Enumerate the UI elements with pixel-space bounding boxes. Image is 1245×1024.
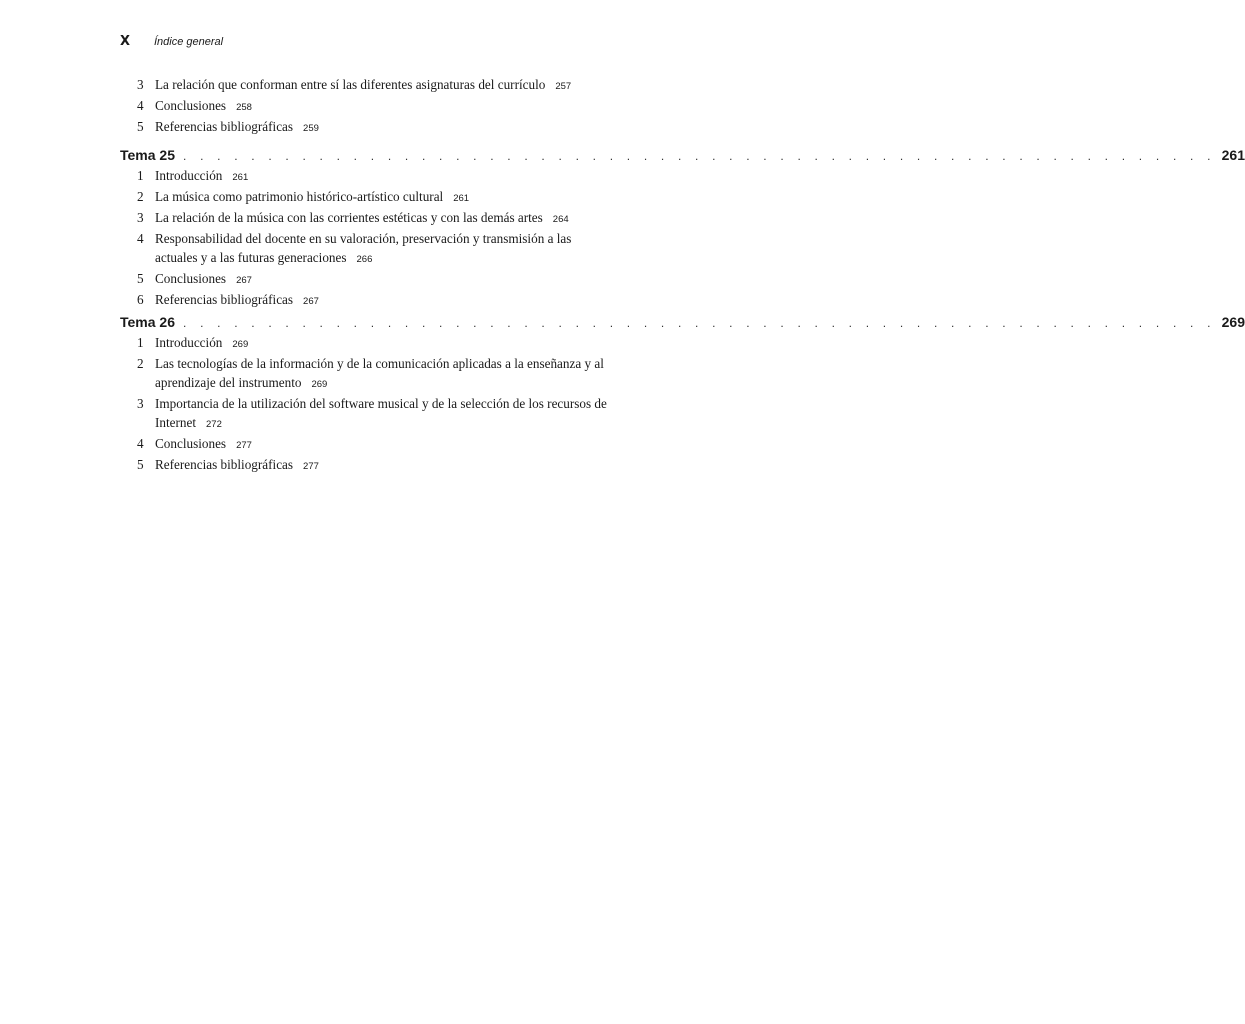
entry-title: Introducción: [155, 168, 223, 183]
toc-entry[interactable]: [120, 354, 615, 394]
entry-title: Referencias bibliográficas: [155, 457, 294, 472]
entry-number: 4: [137, 98, 144, 113]
toc-entry[interactable]: [120, 117, 633, 138]
entry-page: 261: [232, 172, 249, 183]
running-title: Índice general: [154, 36, 224, 48]
dot-leader: . . . . . . . . . . . . . . . . . . . . . . . . . . . . . . . . . . . . . . . . . . . . . . . . . . . . . . . . . . . . .: [183, 149, 1216, 163]
entry-number: 2: [137, 189, 144, 204]
entry-title: Referencias bibliográficas: [155, 292, 294, 307]
topic-page: 269: [1221, 314, 1245, 330]
entry-page: 266: [356, 254, 373, 265]
toc-entry[interactable]: [120, 96, 633, 117]
entry-title: Conclusiones: [155, 271, 227, 286]
entry-title: Conclusiones: [155, 436, 227, 451]
toc-entry[interactable]: [120, 333, 633, 354]
dot-leader: . . . . . . . . . . . . . . . . . . . . . . . . . . . . . . . . . . . . . . . . . . . . . . . . . . . . . . . . . . . . .: [183, 316, 1216, 330]
toc-entry[interactable]: [120, 434, 633, 455]
entry-page: 269: [232, 339, 249, 350]
toc-entry[interactable]: [120, 166, 633, 187]
entry-page: 277: [236, 440, 252, 451]
entry-number: 6: [137, 292, 144, 307]
toc-entry[interactable]: [120, 229, 595, 269]
entry-page: 269: [311, 379, 328, 390]
entry-number: 3: [137, 396, 144, 411]
entry-page: 277: [303, 461, 319, 472]
entry-page: 258: [236, 102, 252, 113]
toc-continued-section: [120, 75, 633, 138]
entry-number: 5: [137, 119, 144, 134]
toc-entry[interactable]: [120, 75, 633, 96]
topic-heading[interactable]: [120, 144, 1245, 166]
entry-title: Responsabilidad del docente en su valoración, preservación y transmisión a las actuales y a las futuras generaciones: [155, 231, 572, 265]
entry-title: La música como patrimonio histórico-artístico cultural: [155, 189, 444, 204]
topic-label: Tema 26: [120, 314, 175, 330]
entry-title: Introducción: [155, 335, 223, 350]
entry-number: 4: [137, 436, 144, 451]
toc-entry[interactable]: [120, 208, 633, 229]
entry-title: La relación de la música con las corrientes estéticas y con las demás artes: [155, 210, 543, 225]
entry-page: 264: [552, 214, 569, 225]
page-folio: X: [120, 34, 131, 49]
entry-page: 267: [236, 275, 252, 286]
entry-title: Las tecnologías de la información y de la comunicación aplicadas a la enseñanza y al aprendizaje del instrumento: [155, 356, 604, 390]
entry-number: 1: [137, 335, 144, 350]
entry-number: 4: [137, 231, 144, 246]
entry-page: 261: [453, 193, 470, 204]
topic-label: Tema 25: [120, 147, 175, 163]
entry-title: Conclusiones: [155, 98, 227, 113]
entry-number: 3: [137, 210, 144, 225]
entry-title: Referencias bibliográficas: [155, 119, 294, 134]
entry-number: 3: [137, 77, 144, 92]
entry-number: 2: [137, 356, 144, 371]
toc-entry[interactable]: [120, 394, 615, 434]
entry-title: Importancia de la utilización del software musical y de la selección de los recursos de Internet: [155, 396, 607, 430]
toc-topic-26: [120, 311, 1245, 476]
entry-number: 5: [137, 457, 144, 472]
toc-topic-25: [120, 144, 1245, 311]
toc-entry[interactable]: [120, 455, 633, 476]
entry-page: 272: [206, 419, 222, 430]
entry-number: 1: [137, 168, 144, 183]
toc-entry[interactable]: [120, 269, 633, 290]
entry-page: 259: [303, 123, 319, 134]
entry-title: La relación que conforman entre sí las diferentes asignaturas del currículo: [155, 77, 546, 92]
entry-number: 5: [137, 271, 144, 286]
toc-entry[interactable]: [120, 290, 633, 311]
toc-entry[interactable]: [120, 187, 633, 208]
topic-heading[interactable]: [120, 311, 1245, 333]
entry-page: 267: [303, 296, 319, 307]
topic-page: 261: [1221, 147, 1245, 163]
entry-page: 257: [555, 81, 572, 92]
